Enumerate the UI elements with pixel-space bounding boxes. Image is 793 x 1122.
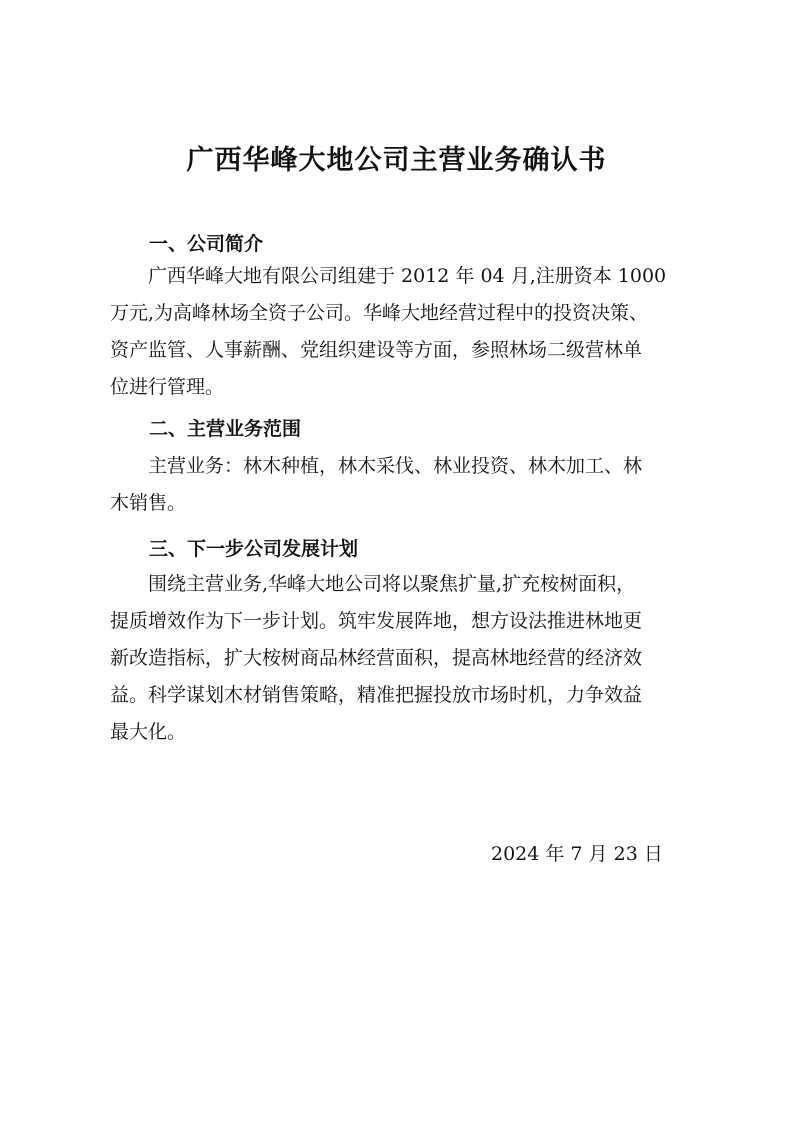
paragraph-line: 资产监管、人事薪酬、党组织建设等方面，参照林场二级营林单 (110, 339, 643, 361)
paragraph-line: 提质增效作为下一步计划。筑牢发展阵地，想方设法推进林地更 (110, 610, 643, 632)
document-date: 2024 年 7 月 23 日 (491, 843, 663, 865)
paragraph-line: 益。科学谋划木材销售策略，精准把握投放市场时机，力争效益 (110, 684, 643, 706)
paragraph-line: 位进行管理。 (110, 376, 225, 398)
paragraph-line: 广西华峰大地有限公司组建于 2012 年 04 月,注册资本 1000 (148, 265, 667, 287)
paragraph-line: 万元,为高峰林场全资子公司。华峰大地经营过程中的投资决策、 (110, 302, 649, 324)
section-body-business-scope (110, 448, 688, 522)
document-title: 广西华峰大地公司主营业务确认书 (186, 145, 607, 176)
paragraph-line: 新改造指标，扩大桉树商品林经营面积，提高林地经营的经济效 (110, 647, 643, 669)
section-body-development-plan (110, 566, 688, 751)
paragraph-line: 主营业务：林木种植，林木采伐、林业投资、林木加工、林 (148, 455, 643, 477)
section-body-company-intro (110, 258, 688, 406)
paragraph-line: 围绕主营业务,华峰大地公司将以聚焦扩量,扩充桉树面积， (148, 573, 636, 595)
section-heading-development-plan: 三、下一步公司发展计划 (149, 538, 359, 560)
paragraph-line: 木销售。 (110, 492, 187, 514)
section-heading-business-scope: 二、主营业务范围 (149, 418, 302, 440)
section-heading-company-intro: 一、公司简介 (149, 233, 264, 255)
paragraph-line: 最大化。 (110, 721, 187, 743)
